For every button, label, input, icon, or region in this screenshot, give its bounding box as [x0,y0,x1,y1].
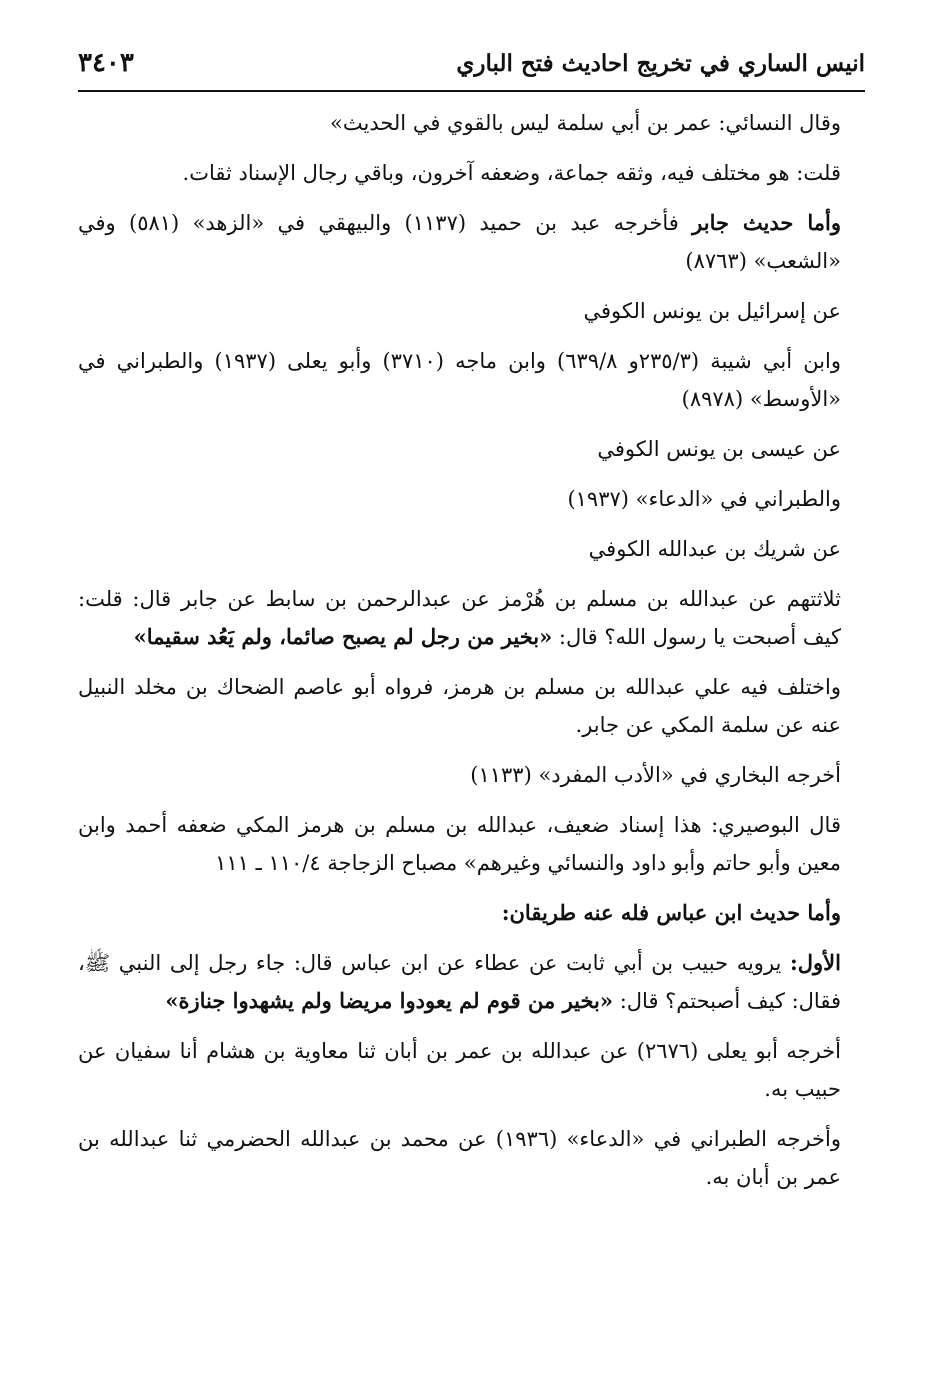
text-segment-bold: وأما حديث ابن عباس فله عنه طريقان: [501,900,841,925]
text-segment: وابن أبي شيبة (٢٣٥/٣و ٦٣٩/٨) وابن ماجه (٣٧١٠) وأبو يعلى (١٩٣٧) والطبراني في «الأوسط» (٨٩٧٨) [78,349,841,411]
text-segment: والطبراني في «الدعاء» (١٩٣٧) [567,487,841,511]
paragraph-sharik [78,530,867,568]
text-segment: واختلف فيه علي عبدالله بن مسلم بن هرمز، فرواه أبو عاصم الضحاك بن مخلد النبيل عنه عن سلمة المكي عن جابر. [78,675,841,737]
text-segment: عن إسرائيل بن يونس الكوفي [583,299,841,323]
text-segment: قلت: هو مختلف فيه، وثقه جماعة، وضعفه آخرون، وباقي رجال الإسناد ثقات. [182,161,841,185]
text-segment: قال البوصيري: هذا إسناد ضعيف، عبدالله بن مسلم بن هرمز المكي ضعفه أحمد وابن معين وأبو حاتم وأبو داود والنسائي وغيرهم» مصباح الزجاجة ١١٠/٤ ـ ١١١ [78,813,841,875]
text-body [78,104,867,1208]
paragraph-qultu [78,154,867,192]
text-segment-bold: «بخير من قوم لم يعودوا مريضا ولم يشهدوا جنازة» [165,988,614,1013]
text-segment: أخرجه البخاري في «الأدب المفرد» (١١٣٣) [470,763,841,787]
paragraph-tabarani-dua [78,480,867,518]
text-segment-bold: الأول: [790,950,841,975]
text-segment: وأخرجه الطبراني في «الدعاء» (١٩٣٦) عن محمد بن عبدالله الحضرمي ثنا عبدالله بن عمر بن أبان به. [78,1127,841,1189]
text-segment-bold: «بخير من رجل لم يصبح صائما، ولم يَعُد سقيما» [133,624,553,649]
text-segment-bold: وأما حديث جابر [692,210,841,235]
paragraph-busiri [78,806,867,882]
text-segment: فأخرجه عبد بن حميد (١١٣٧) والبيهقي في «الزهد» (٥٨١) وفي «الشعب» (٨٧٦٣) [78,211,841,273]
paragraph-isa [78,430,867,468]
paragraph-bukhari [78,756,867,794]
text-segment: عن عيسى بن يونس الكوفي [597,437,841,461]
text-segment: وقال النسائي: عمر بن أبي سلمة ليس بالقوي في الحديث» [330,111,841,135]
page-number: ٣٤٠٣ [78,48,134,78]
paragraph-israil [78,292,867,330]
paragraph-jabir [78,204,867,280]
text-segment: ثلاثتهم عن عبدالله بن مسلم بن هُرْمز عن عبدالرحمن بن سابط عن جابر قال: قلت: كيف أصبحت يا رسول الله؟ قال: [78,587,841,649]
running-header [78,44,865,92]
paragraph-al-awwal [78,944,867,1020]
paragraph-abu-yala [78,1032,867,1108]
book-title: انيس الساري في تخريج احاديث فتح الباري [456,50,865,77]
paragraph-thalathatuhum [78,580,867,656]
text-segment: أخرجه أبو يعلى (٢٦٧٦) عن عبدالله بن عمر بن أبان ثنا معاوية بن هشام أنا سفيان عن حبيب به. [78,1039,841,1101]
paragraph-nasai [78,104,867,142]
paragraph-ikhtalafa [78,668,867,744]
paragraph-ibn-abbas-heading [78,894,867,932]
paragraph-tabarani-hadrami [78,1120,867,1196]
text-segment: يرويه حبيب بن أبي ثابت عن عطاء عن ابن عباس قال: جاء رجل إلى النبي ﷺ، فقال: كيف أصبحتم؟ قال: [78,951,841,1013]
text-segment: عن شريك بن عبدالله الكوفي [588,537,841,561]
paragraph-ibn-abi-shayba [78,342,867,418]
